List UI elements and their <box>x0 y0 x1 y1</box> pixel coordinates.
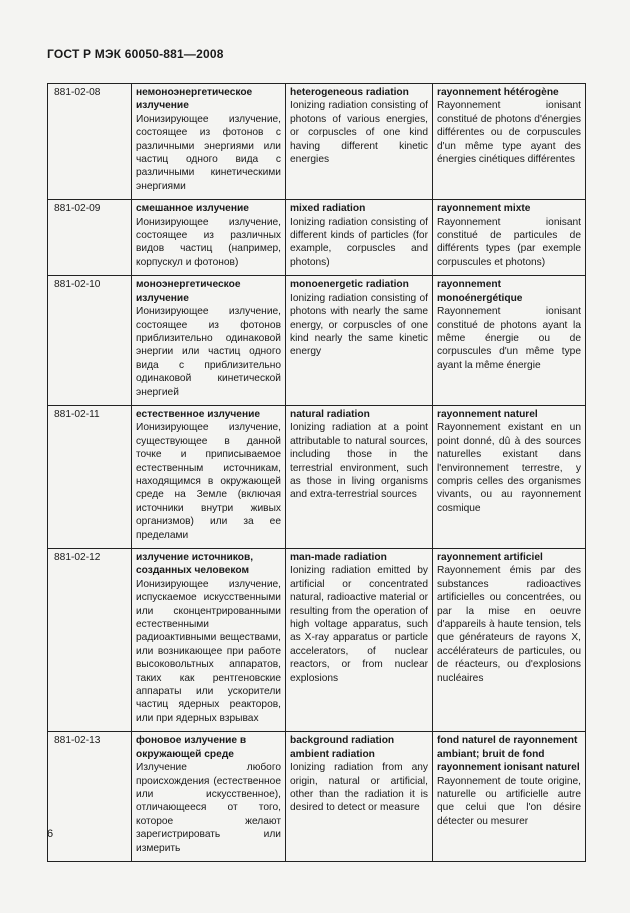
term-number: 881-02-10 <box>54 279 101 291</box>
term-number: 881-02-13 <box>54 735 101 747</box>
fr-term: fond naturel de rayonnement ambiant; bruit de fond rayonnement ionisant naturel <box>437 735 580 774</box>
fr-definition: Rayonnement ionisant constitué de photons d'énergies différentes ou de corpuscules d'un même type ayant des énergies cinétiques différentes <box>437 100 581 166</box>
term-number: 881-02-09 <box>54 203 101 215</box>
en-cell <box>286 276 433 406</box>
term-number: 881-02-11 <box>54 408 100 420</box>
table-row <box>48 200 586 276</box>
ru-term: фоновое излучение в окружающей среде <box>136 735 247 760</box>
fr-definition: Rayonnement émis par des substances radioactives artificielles ou concentrées, ou par la mise en oeuvre d'appareils à haute tension, tels que générateurs de rayons X, accélérateurs de particules, ou de réacteurs, ou d'explosions nucléaires <box>437 565 581 684</box>
term-number: 881-02-12 <box>54 552 101 563</box>
en-term: background radiation ambient radiation <box>290 735 395 760</box>
ru-cell <box>132 276 286 406</box>
table-row <box>48 276 586 406</box>
number-cell <box>48 84 132 200</box>
ru-definition: Ионизирующее излучение, существующее в данной точке и приписываемое естественным источникам, находящимся в окружающей среде на Земле (включая источники внутри живых организмов) или за ее пределами <box>136 422 281 541</box>
en-definition: Ionizing radiation consisting of photons of various energies, or corpuscles of one kind having different kinetic energies <box>290 100 428 166</box>
ru-definition: Ионизирующее излучение, испускаемое искусственными или сконцентрированными естественными радиоактивными веществами, или возникающее при работе высоковольтных аппаратов, таких как рентгеновские аппараты или ускорители частиц ядерных реакторов, или при ядерных взрывах <box>136 578 281 724</box>
en-term: man-made radiation <box>290 552 387 563</box>
fr-term: rayonnement hétérogène <box>437 87 559 98</box>
ru-cell <box>132 200 286 276</box>
fr-definition: Rayonnement existant en un point donné, dû à des sources naturelles existant dans l'environnement terrestre, y compris celles des organismes vivants, ou au rayonnement cosmique <box>437 422 581 514</box>
fr-cell <box>433 549 586 732</box>
fr-cell <box>433 200 586 276</box>
fr-term: rayonnement artificiel <box>437 552 543 563</box>
number-cell <box>48 276 132 406</box>
ru-term: немоноэнергетическое излучение <box>136 87 253 112</box>
ru-definition: Ионизирующее излучение, состоящее из фотонов с различными энергиями или частиц одного вида с различными кинетическими энергиями <box>136 113 281 192</box>
en-cell <box>286 549 433 732</box>
ru-term: смешанное излучение <box>136 203 249 215</box>
fr-definition: Rayonnement ionisant constitué de particules de différents types (par exemple corpuscules et photons) <box>437 216 581 268</box>
ru-definition: Излучение любого происхождения (естественное или искусственное), отличающееся от того, которое желают зарегистрировать или измерить <box>136 762 281 854</box>
ru-term: моноэнергетическое излучение <box>136 279 241 304</box>
ru-term: излучение источников, созданных человеком <box>136 552 254 577</box>
en-definition: Ionizing radiation consisting of photons with nearly the same energy, or corpuscles of one kind nearly the same kinetic energy <box>290 292 428 358</box>
fr-cell <box>433 732 586 862</box>
ru-cell <box>132 732 286 862</box>
ru-cell <box>132 549 286 732</box>
number-cell <box>48 405 132 548</box>
fr-definition: Rayonnement ionisant constitué de photons ayant la même énergie ou de corpuscules d'un même type ayant la même énergie <box>437 306 581 371</box>
table-row <box>48 405 586 548</box>
ru-definition: Ионизирующее излучение, состоящее из фотонов приблизительно одинаковой энергии или частиц одного вида с приблизительно одинаковой кинетической энергией <box>136 306 281 398</box>
en-term: mixed radiation <box>290 203 366 215</box>
en-term: monoenergetic radiation <box>290 279 409 291</box>
fr-definition: Rayonnement de toute origine, naturelle ou artificielle autre que celui que l'on désire détecter ou mesurer <box>437 775 581 827</box>
term-number: 881-02-08 <box>54 87 101 98</box>
ru-term: естественное излучение <box>136 408 261 420</box>
en-cell <box>286 84 433 200</box>
en-term: heterogeneous radiation <box>290 87 409 98</box>
ru-cell <box>132 405 286 548</box>
ru-definition: Ионизирующее излучение, состоящее из различных видов частиц (например, корпускул и фотонов) <box>136 216 281 268</box>
table-row <box>48 732 586 862</box>
fr-cell <box>433 405 586 548</box>
document-header: ГОСТ Р МЭК 60050-881—2008 <box>47 47 224 61</box>
ru-cell <box>132 84 286 200</box>
terminology-table <box>47 83 586 862</box>
table-row <box>48 84 586 200</box>
fr-term: rayonnement monoénergétique <box>437 279 523 304</box>
en-cell <box>286 732 433 862</box>
en-cell <box>286 200 433 276</box>
en-definition: Ionizing radiation emitted by artificial or concentrated natural, radioactive material or resulting from the operation of high voltage apparatus, such as X-ray apparatus or particle accelerators, of nuclear reactors, or from nuclear explosions <box>290 565 428 684</box>
number-cell <box>48 200 132 276</box>
fr-term: rayonnement mixte <box>437 203 531 215</box>
fr-cell <box>433 84 586 200</box>
number-cell <box>48 549 132 732</box>
fr-term: rayonnement naturel <box>437 408 538 420</box>
en-term: natural radiation <box>290 408 370 420</box>
table-row <box>48 549 586 732</box>
en-definition: Ionizing radiation from any origin, natural or artificial, other than the radiation it is desired to detect or measure <box>290 762 428 814</box>
fr-cell <box>433 276 586 406</box>
en-cell <box>286 405 433 548</box>
number-cell <box>48 732 132 862</box>
page-number: 6 <box>47 828 54 840</box>
en-definition: Ionizing radiation consisting of different kinds of particles (for example, corpuscles and photons) <box>290 216 428 268</box>
en-definition: Ionizing radiation at a point attributable to natural sources, including those in the terrestrial environment, such as those in living organisms and extra-terrestrial sources <box>290 422 428 501</box>
